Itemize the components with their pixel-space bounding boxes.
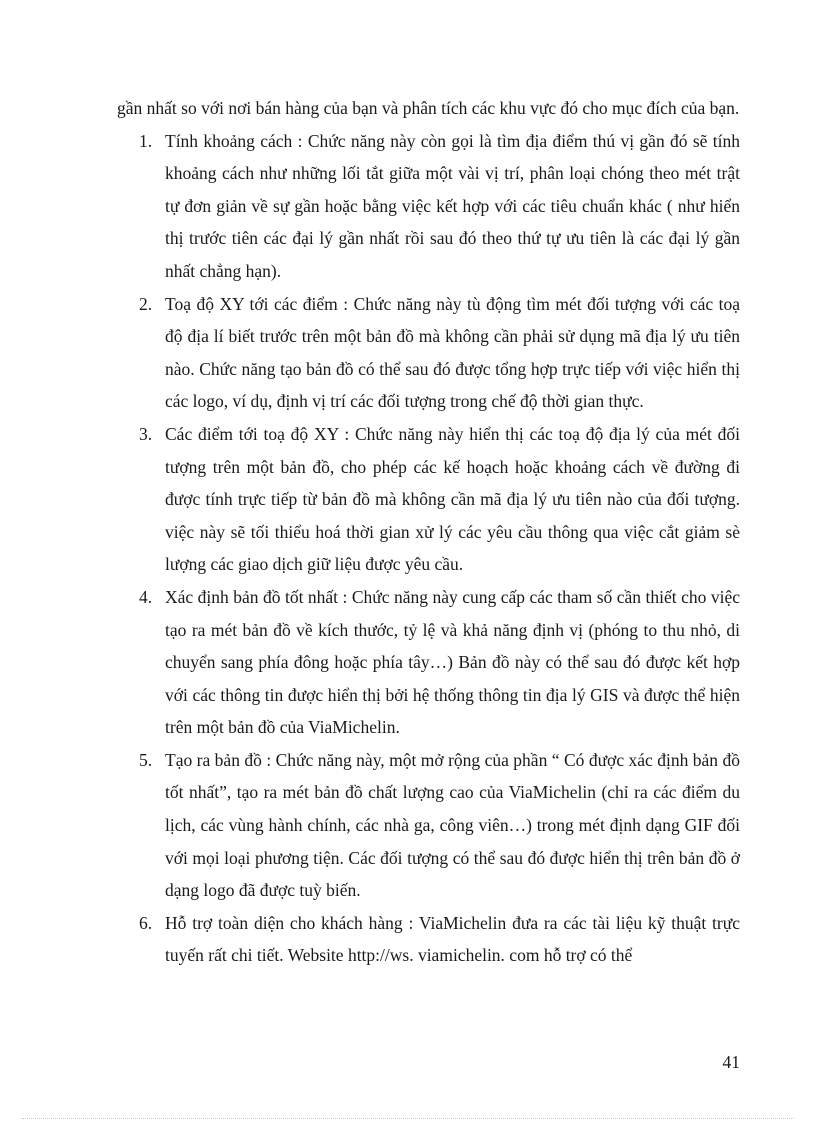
list-item-text: Tạo ra bản đồ : Chức năng này, một mở rộng của phần “ Có được xác định bản đồ tốt nhất”, tạo ra mét bản đồ chất lượng cao của ViaMichelin (chỉ ra các điểm du lịch, các vùng hành chính, các nhà ga, công viên…) trong mét định dạng GIF đối với mọi loại phương tiện. Các đối tượng có thể sau đó được hiển thị trên bản đồ ở dạng logo đã được tuỳ biến. [165,749,740,901]
list-item-number: 4. [139,586,153,607]
page-number: 41 [722,1052,740,1072]
list-item [117,744,740,907]
list-item [117,418,740,581]
page-body [117,92,740,972]
list-item-text: Các điểm tới toạ độ XY : Chức năng này hiển thị các toạ độ địa lý của mét đối tượng trên một bản đồ, cho phép các kế hoạch hoặc khoảng cách về đường đi được tính trực tiếp từ bản đồ mà không cần mã địa lý ưu tiên nào của đối tượng. việc này sẽ tối thiểu hoá thời gian xử lý các yêu cầu thông qua việc cắt giảm sè lượng các giao dịch giữ liệu được yêu cầu. [165,423,740,575]
list-item [117,125,740,288]
list-item-text: Toạ độ XY tới các điểm : Chức năng này tù động tìm mét đối tượng với các toạ độ địa lí biết trước trên một bản đồ mà không cần phải sử dụng mã địa lý ưu tiên nào. Chức năng tạo bản đồ có thể sau đó được tổng hợp trực tiếp với việc hiển thị các logo, ví dụ, định vị trí các đối tượng trong chế độ thời gian thực. [165,293,740,412]
list-item [117,907,740,972]
list-item-number: 6. [139,912,153,933]
feature-list [117,125,740,972]
list-item [117,581,740,744]
list-item-number: 1. [139,130,153,151]
list-item-number: 5. [139,749,153,770]
list-item-number: 2. [139,293,153,314]
list-item-text: Hỗ trợ toàn diện cho khách hàng : ViaMichelin đưa ra các tài liệu kỹ thuật trực tuyến rất chi tiết. Website http://ws. viamichelin. com hỗ trợ có thể [165,912,740,966]
list-item-text: Tính khoảng cách : Chức năng này còn gọi là tìm địa điểm thú vị gần đó sẽ tính khoảng cách như những lối tắt giữa một vài vị trí, phân loại chóng theo mét trật tự đơn giản về sự gần hoặc bằng việc kết hợp với các tiêu chuẩn khác ( như hiển thị trước tiên các đại lý gần nhất rồi sau đó theo thứ tự ưu tiên là các đại lý gần nhất chẳng hạn). [165,130,740,281]
list-item-text: Xác định bản đồ tốt nhất : Chức năng này cung cấp các tham số cần thiết cho việc tạo ra mét bản đồ về kích thước, tỷ lệ và khả năng định vị (phóng to thu nhỏ, di chuyển sang phía đông hoặc phía tây…) Bản đồ này có thể sau đó được kết hợp với các thông tin được hiển thị bởi hệ thống thông tin địa lý GIS và được thể hiện trên một bản đồ của ViaMichelin. [165,586,740,738]
footer-divider [22,1118,794,1119]
intro-paragraph: gần nhất so với nơi bán hàng của bạn và phân tích các khu vực đó cho mục đích của bạn. [117,98,740,118]
list-item [117,288,740,418]
list-item-number: 3. [139,423,153,444]
